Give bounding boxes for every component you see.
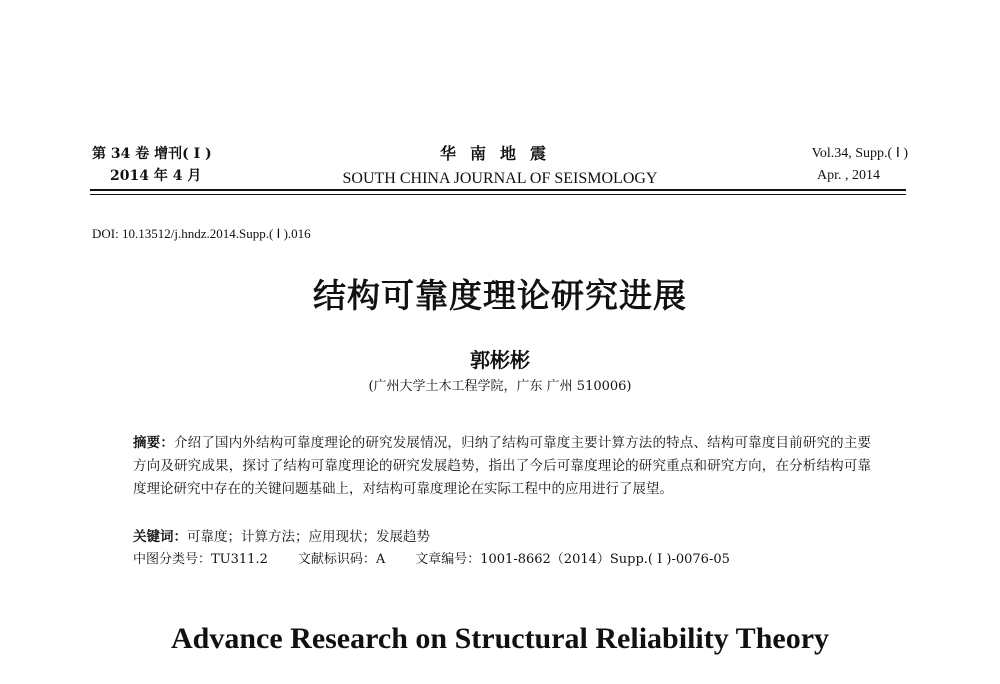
keywords-text: 可靠度；计算方法；应用现状；发展趋势 <box>187 529 430 545</box>
header-rule-thin <box>90 194 906 195</box>
journal-name-cn: 华南地震 <box>439 144 560 163</box>
date-en: Apr. , 2014 <box>817 168 880 183</box>
author-affiliation: (广州大学土木工程学院，广东 广州 510006) <box>368 379 632 394</box>
paper-title-cn: 结构可靠度理论研究进展 <box>313 276 687 315</box>
journal-masthead <box>300 143 700 191</box>
abstract <box>133 432 871 501</box>
date-cn: 2014 年 4 月 <box>110 168 202 184</box>
article-id: 文章编号：1001-8662（2014）Supp.( Ⅰ )-0076-05 <box>415 552 730 567</box>
abstract-text: 介绍了国内外结构可靠度理论的研究发展情况，归纳了结构可靠度主要计算方法的特点、结构可靠度目前研究的主要方向及研究成果，探讨了结构可靠度理论的研究发展趋势，指出了今后可靠度理论的研究重点和研究方向，在分析结构可靠度理论研究中存在的关键问题基础上，对结构可靠度理论在实际工程中的应用进行了展望。 <box>133 435 872 497</box>
volume-en: Vol.34, Supp.( Ⅰ ) <box>811 146 908 161</box>
doi: DOI: 10.13512/j.hndz.2014.Supp.( Ⅰ ).016 <box>92 226 311 241</box>
clc-number: 中图分类号：TU311.2 <box>133 552 268 567</box>
header-rule-thick <box>90 189 906 191</box>
volume-cn: 第 34 卷 增刊( Ⅰ ) <box>92 146 212 162</box>
header-right <box>812 143 908 187</box>
keywords <box>133 527 430 547</box>
journal-name-en: SOUTH CHINA JOURNAL OF SEISMOLOGY <box>342 170 658 187</box>
author-name: 郭彬彬 <box>470 348 530 372</box>
paper-title-en: Advance Research on Structural Reliability Theory <box>170 622 830 655</box>
keywords-label: 关键词： <box>133 529 187 545</box>
header-left <box>92 143 212 187</box>
document-code: 文献标识码：A <box>297 552 386 567</box>
abstract-label: 摘要： <box>133 435 175 451</box>
classification-line <box>133 550 730 570</box>
